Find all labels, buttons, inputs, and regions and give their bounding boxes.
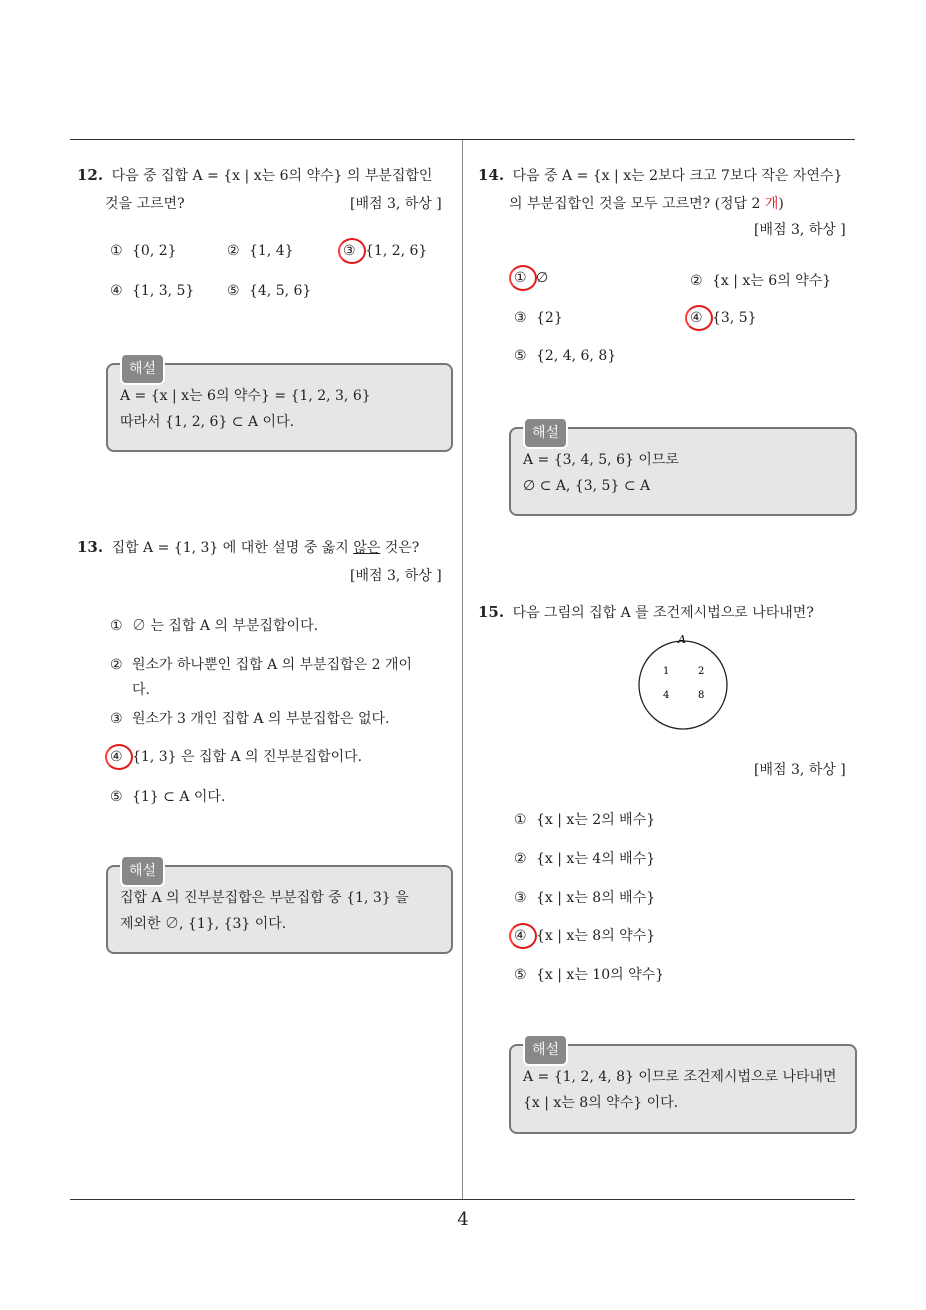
q14-stem-text: 다음 중 A = {x | x는 2보다 크고 7보다 작은 자연수}: [512, 168, 843, 184]
q15-answer-circle: ④: [514, 928, 527, 944]
q14-answer-count-highlight: 개: [764, 196, 779, 212]
q15-option-3-mark: ③: [514, 890, 527, 906]
q15-option-1-mark: ①: [514, 812, 527, 828]
q13-option-3-mark: ③: [110, 711, 123, 727]
q12-stem-text: 다음 중 집합 A = {x | x는 6의 약수} 의 부분집합인: [111, 168, 433, 184]
q14-option-2-mark: ②: [690, 273, 703, 289]
column-divider: [462, 140, 463, 1200]
q13-option-1-text: ∅ 는 집합 A 의 부분집합이다.: [132, 618, 319, 634]
venn-element-2: 2: [698, 666, 705, 677]
q14-option-2-text: {x | x는 6의 약수}: [712, 273, 832, 289]
q15-option-2-text: {x | x는 4의 배수}: [536, 851, 656, 867]
q12-explanation-tag: 해설: [120, 353, 165, 385]
q15-explanation-line2: {x | x는 8의 약수} 이다.: [523, 1095, 679, 1111]
q14-option-4[interactable]: [690, 310, 757, 326]
q15-option-5-text: {x | x는 10의 약수}: [536, 967, 665, 983]
venn-element-8: 8: [698, 690, 705, 701]
q14-option-3-mark: ③: [514, 310, 527, 326]
q15-stem-text: 다음 그림의 집합 A 를 조건제시법으로 나타내면?: [512, 605, 814, 621]
q12-stem-line2: 것을 고르면?: [105, 196, 185, 212]
q14-explanation-line2: ∅ ⊂ A, {3, 5} ⊂ A: [523, 478, 651, 494]
q15-option-2[interactable]: [514, 848, 655, 868]
q13-answer-circle: ④: [110, 749, 123, 765]
q15-explanation-line1: A = {1, 2, 4, 8} 이므로 조건제시법으로 나타내면: [523, 1069, 837, 1085]
q12-option-5[interactable]: [227, 283, 311, 299]
q13-number: 13.: [77, 538, 104, 556]
q13-option-2-cont: 다.: [132, 682, 150, 698]
q13-option-5-mark: ⑤: [110, 789, 123, 805]
q12-option-1[interactable]: [110, 243, 177, 259]
q13-option-1-mark: ①: [110, 618, 123, 634]
page-number: 4: [457, 1209, 469, 1230]
q12-explanation-line1: A = {x | x는 6의 약수} = {1, 2, 3, 6}: [120, 388, 371, 404]
q12-option-5-text: {4, 5, 6}: [249, 283, 312, 299]
q13-option-4[interactable]: [110, 746, 362, 766]
q13-explanation-box: [106, 865, 453, 954]
q13-option-5-text: {1} ⊂ A 이다.: [132, 789, 226, 805]
q14-score: [배점 3, 하상 ]: [754, 222, 846, 238]
q15-option-2-mark: ②: [514, 851, 527, 867]
q14-explanation-line1: A = {3, 4, 5, 6} 이므로: [523, 452, 679, 468]
q15-number: 15.: [478, 603, 505, 621]
q12-option-4-mark: ④: [110, 283, 123, 299]
q12-option-5-mark: ⑤: [227, 283, 240, 299]
q12-option-1-mark: ①: [110, 243, 123, 259]
q14-answer-circle-2: ④: [690, 310, 703, 326]
q13-stem-underlined: 않은: [353, 540, 381, 556]
q15-explanation-tag: 해설: [523, 1034, 568, 1066]
q15-option-3[interactable]: [514, 887, 655, 907]
q12-option-2-text: {1, 4}: [249, 243, 294, 259]
q13-explanation-line1: 집합 A 의 진부분집합은 부분집합 중 {1, 3} 을: [120, 890, 409, 906]
q14-option-1-text: ∅: [536, 270, 549, 286]
q12-explanation-box: [106, 363, 453, 452]
q14-option-5[interactable]: [514, 348, 616, 364]
q12-stem-line1: [77, 165, 432, 185]
q12-option-2-mark: ②: [227, 243, 240, 259]
bottom-rule: [70, 1199, 855, 1200]
q14-number: 14.: [478, 166, 505, 184]
q15-explanation-box: [509, 1044, 857, 1134]
q13-option-2-mark: ②: [110, 657, 123, 673]
venn-element-1: 1: [663, 666, 670, 677]
q13-option-2-text: 원소가 하나뿐인 집합 A 의 부분집합은 2 개이: [132, 657, 413, 673]
q15-option-4-text: {x | x는 8의 약수}: [536, 928, 656, 944]
q15-stem-line1: [478, 602, 814, 622]
q13-option-5[interactable]: [110, 786, 225, 806]
q12-answer-circle: ③: [343, 243, 356, 259]
q12-number: 12.: [77, 166, 104, 184]
q13-explanation-tag: 해설: [120, 855, 165, 887]
q13-score: [배점 3, 하상 ]: [350, 568, 442, 584]
q15-option-1-text: {x | x는 2의 배수}: [536, 812, 656, 828]
q13-stem-text-a: 집합 A = {1, 3} 에 대한 설명 중 옳지: [111, 540, 354, 556]
q14-explanation-tag: 해설: [523, 417, 568, 449]
q13-stem-line1: [77, 537, 419, 557]
q14-stem-line2-b: ): [778, 196, 784, 212]
q15-option-3-text: {x | x는 8의 배수}: [536, 890, 656, 906]
q14-explanation-box: [509, 427, 857, 516]
q13-stem-text-b: 것은?: [380, 540, 420, 556]
q13-explanation-line2: 제외한 ∅, {1}, {3} 이다.: [120, 916, 287, 932]
q15-option-5-mark: ⑤: [514, 967, 527, 983]
q13-option-3-text: 원소가 3 개인 집합 A 의 부분집합은 없다.: [132, 711, 390, 727]
q12-option-4[interactable]: [110, 283, 194, 299]
q14-option-3-text: {2}: [536, 310, 563, 326]
q12-explanation-line2: 따라서 {1, 2, 6} ⊂ A 이다.: [120, 414, 295, 430]
q14-option-1[interactable]: [514, 270, 548, 286]
venn-set-circle: [639, 641, 727, 729]
venn-set-label: A: [678, 633, 686, 646]
q15-score: [배점 3, 하상 ]: [754, 762, 846, 778]
q13-option-2[interactable]: [110, 654, 412, 674]
q12-option-3-text: {1, 2, 6}: [365, 243, 428, 259]
q12-option-1-text: {0, 2}: [132, 243, 177, 259]
venn-element-4: 4: [663, 690, 670, 701]
q15-option-5[interactable]: [514, 964, 664, 984]
q12-option-3[interactable]: [343, 243, 427, 259]
q13-option-1[interactable]: [110, 615, 318, 635]
q14-stem-line2-a: 의 부분집합인 것을 모두 고르면? (정답 2: [509, 196, 765, 212]
q14-option-5-text: {2, 4, 6, 8}: [536, 348, 617, 364]
q14-answer-circle-1: ①: [514, 270, 527, 286]
q14-stem-line2: [509, 193, 784, 213]
q14-option-5-mark: ⑤: [514, 348, 527, 364]
q13-option-3[interactable]: [110, 708, 389, 728]
q13-option-4-text: {1, 3} 은 집합 A 의 진부분집합이다.: [132, 749, 363, 765]
q14-option-3[interactable]: [514, 310, 563, 326]
q14-option-2[interactable]: [690, 270, 831, 290]
q14-stem-line1: [478, 165, 842, 185]
q12-option-4-text: {1, 3, 5}: [132, 283, 195, 299]
q12-option-2[interactable]: [227, 243, 294, 259]
q15-venn-diagram: [630, 630, 736, 734]
q14-option-4-text: {3, 5}: [712, 310, 757, 326]
q12-score: [배점 3, 하상 ]: [350, 196, 442, 212]
q15-option-1[interactable]: [514, 809, 655, 829]
q15-option-4[interactable]: [514, 925, 655, 945]
